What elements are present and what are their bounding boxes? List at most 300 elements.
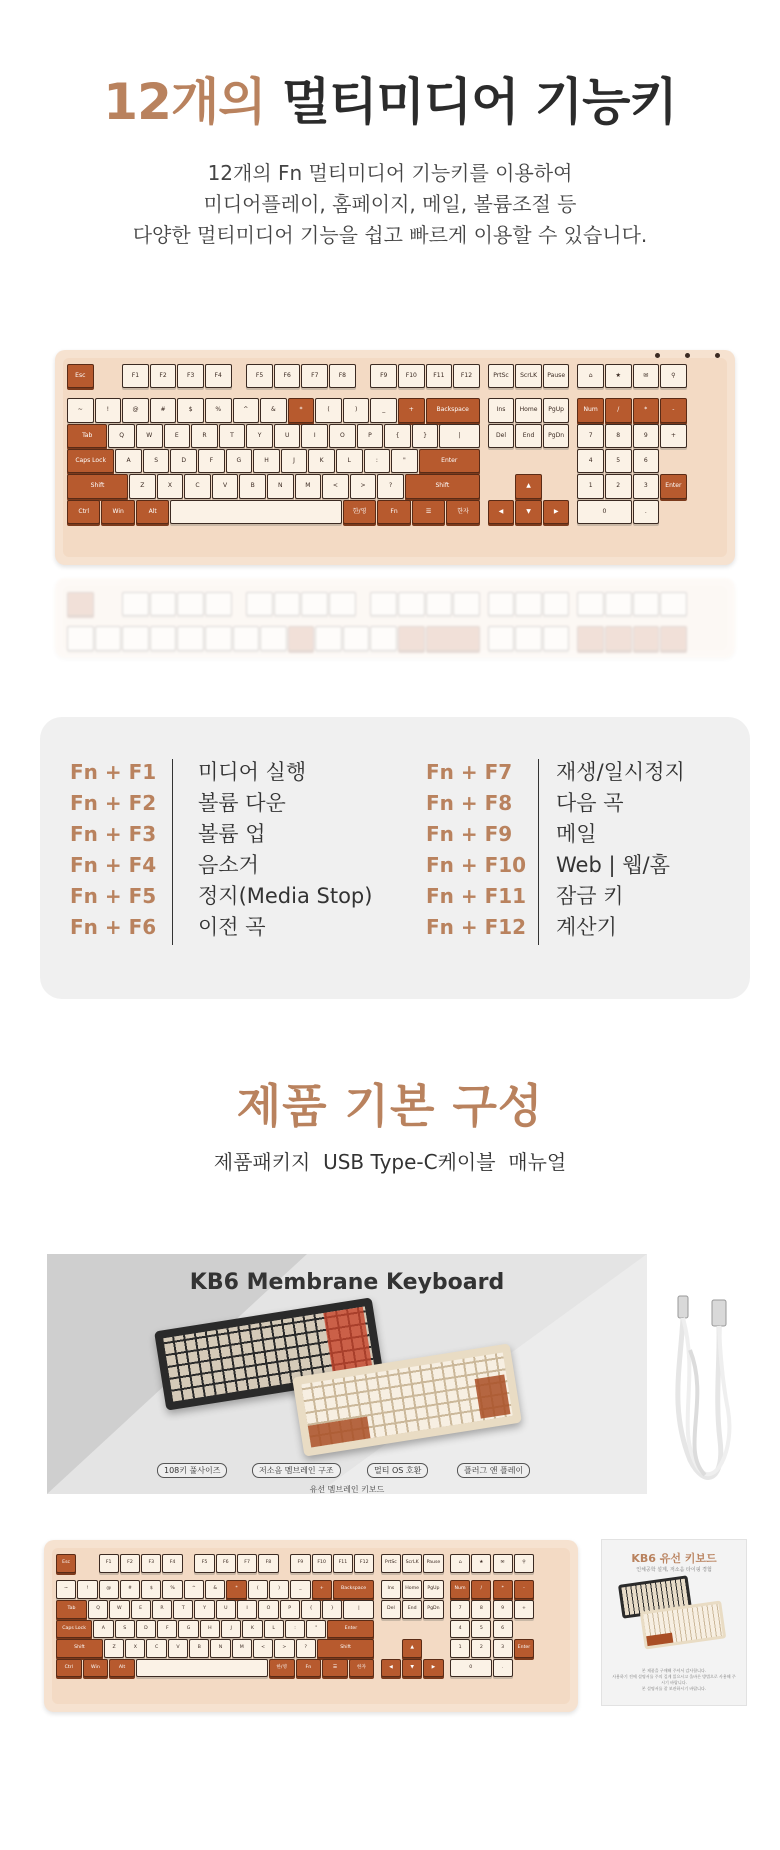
key: Shift [317,1639,375,1658]
key-numpad: Num [577,398,604,422]
key: ( [248,1580,268,1599]
key-nav: PgUp [543,398,570,422]
key-numpad: 7 [577,424,604,448]
key-numpad [605,626,632,650]
fn-desc: 볼륨 다운 [198,791,286,815]
key: Enter [327,1620,374,1639]
key-f4: F4 [205,364,232,388]
key: Enter [419,449,480,473]
key-nav: Pause [543,364,570,388]
usb-cable-image [660,1290,760,1490]
manual-image [601,1539,747,1706]
home-icon [577,592,604,616]
key-f8 [329,592,356,616]
led-indicator [655,353,660,358]
key-f7: F7 [237,1554,257,1573]
fn-desc: 볼륨 업 [198,822,266,846]
key: P [357,424,384,448]
key-numpad: 1 [450,1639,470,1658]
fn-key: Fn + F10 [426,853,527,877]
key-numpad: 1 [577,474,604,498]
key-f1: F1 [99,1554,119,1573]
key: D [136,1620,156,1639]
key-numpad: . [633,500,660,524]
key: R [152,1600,172,1619]
key-nav: PgDn [543,424,570,448]
key: 한자 [446,500,479,524]
fn-desc: Web | 웹/홈 [556,853,670,877]
key [205,626,232,650]
key-f1: F1 [122,364,149,388]
key: _ [290,1580,310,1599]
key-numpad: Num [450,1580,470,1599]
key: Shift [405,474,480,498]
key-f2: F2 [150,364,177,388]
key: Q [88,1600,108,1619]
key-numpad: 0 [577,500,631,524]
key-nav: Del [381,1600,401,1619]
key-f10 [398,592,425,616]
key: C [184,474,211,498]
key: A [115,449,142,473]
key: Ctrl [67,500,100,524]
key-arrow: ▲ [515,474,542,498]
key: Y [246,424,273,448]
key-f8: F8 [258,1554,278,1573]
key: Caps Lock [67,449,114,473]
key: # [120,1580,140,1599]
key: W [109,1600,129,1619]
key-nav: Ins [488,398,515,422]
key-f3 [177,592,204,616]
key-numpad: 7 [450,1600,470,1619]
key: D [170,449,197,473]
key: | [439,424,479,448]
fn-desc: 메일 [556,822,597,846]
key-f7: F7 [301,364,328,388]
key: I [301,424,328,448]
key: $ [177,398,204,422]
page-title [0,62,780,134]
key-f6 [274,592,301,616]
key: ~ [67,398,94,422]
key: U [216,1600,236,1619]
key [260,626,287,650]
key-f9: F9 [290,1554,310,1573]
feature-badge: 플러그 앤 플레이 [457,1463,530,1478]
intro-text [0,158,780,251]
mail-icon: ✉ [633,364,660,388]
search-icon: ⚲ [514,1554,534,1573]
fn-desc: 음소거 [198,853,259,877]
key: L [336,449,363,473]
led-indicator [715,353,720,358]
key-nav [543,626,570,650]
key: 한/영 [269,1659,295,1678]
key: F [157,1620,177,1639]
key: * [288,398,315,422]
key-f12 [453,592,480,616]
key-numpad: 6 [493,1620,513,1639]
key-numpad: - [660,398,687,422]
key-f7 [301,592,328,616]
key: > [350,474,377,498]
package-footer: 유선 멤브레인 키보드 [309,1485,385,1494]
key-numpad [660,626,687,650]
key: T [219,424,246,448]
key-f3: F3 [141,1554,161,1573]
key: R [191,424,218,448]
key-f12: F12 [354,1554,374,1573]
key-numpad: * [493,1580,513,1599]
key-numpad: 2 [605,474,632,498]
manual-footer-line: 본 제품을 구매해 주셔서 감사합니다. [641,1668,707,1673]
key-f6: F6 [274,364,301,388]
key-numpad: 5 [471,1620,491,1639]
key-nav [543,592,570,616]
key-numpad: / [605,398,632,422]
manual-title: KB6 유선 키보드 [631,1552,717,1565]
key: $ [141,1580,161,1599]
key: B [189,1639,209,1658]
key: " [391,449,418,473]
key: E [131,1600,151,1619]
key: K [308,449,335,473]
key: N [210,1639,230,1658]
fn-desc: 정지(Media Stop) [198,884,373,908]
key: J [221,1620,241,1639]
key-numpad: 9 [633,424,660,448]
key: Shift [56,1639,103,1658]
key-f6: F6 [216,1554,236,1573]
led-indicator [685,353,690,358]
key: P [280,1600,300,1619]
key-numpad: 8 [471,1600,491,1619]
fn-key-column-right [426,757,526,943]
key-f11 [426,592,453,616]
fn-key: Fn + F5 [70,884,157,908]
key: ^ [184,1580,204,1599]
key: | [343,1600,374,1619]
key: X [157,474,184,498]
intro-line: 미디어플레이, 홈페이지, 메일, 볼륨조절 등 [203,192,577,216]
key: Fn [296,1659,322,1678]
key: G [226,449,253,473]
key-nav: End [402,1600,422,1619]
key: < [322,474,349,498]
key: ! [77,1580,97,1599]
fn-key: Fn + F1 [70,760,157,784]
title-accent: 12개의 [103,73,266,131]
key-f12: F12 [453,364,480,388]
key [343,626,370,650]
key [177,626,204,650]
key [150,626,177,650]
key: S [115,1620,135,1639]
key-numpad: - [514,1580,534,1599]
fn-desc: 재생/일시정지 [556,760,685,784]
key-nav [488,592,515,616]
package-box-image [47,1254,647,1494]
key [122,626,149,650]
key-nav: Del [488,424,515,448]
fn-key: Fn + F8 [426,791,513,815]
key: L [264,1620,284,1639]
title-rest: 멀티미디어 기능키 [281,73,677,131]
key: B [239,474,266,498]
key: Fn [377,500,410,524]
fn-desc-column-right [556,757,685,943]
key: W [136,424,163,448]
key: Y [194,1600,214,1619]
fn-key: Fn + F3 [70,822,157,846]
key: ☰ [322,1659,348,1678]
key-arrow: ▼ [515,500,542,524]
key-f10: F10 [398,364,425,388]
key-numpad: 4 [577,449,604,473]
key-nav: ScrLK [515,364,542,388]
key [288,626,315,650]
fn-key: Fn + F4 [70,853,157,877]
key-numpad: 3 [493,1639,513,1658]
divider [172,759,173,945]
fn-desc: 미디어 실행 [198,760,307,784]
key-f1 [122,592,149,616]
key-f9 [370,592,397,616]
key-nav: PrtSc [488,364,515,388]
key-nav: Home [402,1580,422,1599]
fn-key: Fn + F11 [426,884,527,908]
fn-key-column-left [70,757,156,943]
key-f10: F10 [312,1554,332,1573]
key [67,626,94,650]
key-f11: F11 [333,1554,353,1573]
star-icon [605,592,632,616]
manual-subtitle: 인체공학 설계, 저소음 타이핑 경험 [636,1567,712,1573]
key: ! [95,398,122,422]
key: 한자 [349,1659,375,1678]
key: J [281,449,308,473]
key-numpad [633,626,660,650]
key-nav [488,626,515,650]
manual-footer-line: 본 설명서를 잘 보관하시기 바랍니다. [641,1686,707,1691]
key: @ [99,1580,119,1599]
key-numpad: 3 [633,474,660,498]
key-numpad: 0 [450,1659,492,1678]
key: Tab [56,1600,87,1619]
key: % [205,398,232,422]
key-arrow: ▶ [423,1659,443,1678]
key [233,626,260,650]
home-icon: ⌂ [450,1554,470,1573]
key: { [384,424,411,448]
key: < [253,1639,273,1658]
home-icon: ⌂ [577,364,604,388]
key-nav: PgDn [423,1600,443,1619]
key: + [312,1580,332,1599]
key: Q [108,424,135,448]
key-arrow: ▲ [402,1639,422,1658]
key [95,626,122,650]
fn-key: Fn + F12 [426,915,527,939]
key: K [242,1620,262,1639]
key: : [364,449,391,473]
key: > [274,1639,294,1658]
key-numpad: 8 [605,424,632,448]
fn-key: Fn + F9 [426,822,513,846]
key: ? [377,474,404,498]
fn-key: Fn + F2 [70,791,157,815]
key-f2: F2 [120,1554,140,1573]
key-arrow: ◀ [381,1659,401,1678]
fn-desc: 잠금 키 [556,884,624,908]
fn-desc: 이전 곡 [198,915,266,939]
key: ~ [56,1580,76,1599]
key-numpad: 2 [471,1639,491,1658]
fn-desc: 계산기 [556,915,617,939]
key-esc: Esc [67,364,94,388]
key: & [205,1580,225,1599]
key-arrow: ◀ [488,500,515,524]
key: M [232,1639,252,1658]
key-nav: PrtSc [381,1554,401,1573]
key: * [226,1580,246,1599]
key [370,626,397,650]
key: ^ [233,398,260,422]
key-f8: F8 [329,364,356,388]
key [398,626,425,650]
keyboard-image [55,350,735,565]
key: } [412,424,439,448]
intro-line: 12개의 Fn 멀티미디어 기능키를 이용하여 [207,161,573,185]
key: T [173,1600,193,1619]
key-numpad: + [660,424,687,448]
key-f5 [246,592,273,616]
components-list: 제품패키지 USB Type-C케이블 매뉴얼 [213,1150,567,1174]
key-f9: F9 [370,364,397,388]
key: V [168,1639,188,1658]
key: Alt [136,500,169,524]
key-numpad: 4 [450,1620,470,1639]
key: # [150,398,177,422]
fn-key: Fn + F7 [426,760,513,784]
key-nav: ScrLK [402,1554,422,1573]
feature-badge: 108키 풀사이즈 [157,1463,227,1478]
key-space [170,500,341,524]
fn-key: Fn + F6 [70,915,157,939]
key: Z [104,1639,124,1658]
key: Win [101,500,134,524]
fn-desc-column-left [198,757,372,943]
key: Alt [109,1659,135,1678]
key-nav: Home [515,398,542,422]
key: Ctrl [56,1659,82,1678]
key: Backspace [426,398,480,422]
key-numpad: 6 [633,449,660,473]
key: O [258,1600,278,1619]
key-esc: Esc [56,1554,76,1573]
key-numpad: 9 [493,1600,513,1619]
key-numpad: . [493,1659,513,1678]
keyboard-image-small [44,1540,578,1712]
mail-icon [633,592,660,616]
key-f2 [150,592,177,616]
key-nav [515,626,542,650]
key-esc [67,592,94,616]
key-numpad: 5 [605,449,632,473]
keyboard-reflection [55,578,735,658]
key: & [260,398,287,422]
key-space [136,1659,268,1678]
key: X [125,1639,145,1658]
key: ? [296,1639,316,1658]
key: C [146,1639,166,1658]
key: Shift [67,474,128,498]
key: G [178,1620,198,1639]
key-numpad: + [514,1600,534,1619]
key: E [164,424,191,448]
key-numpad: Enter [514,1639,534,1658]
package-title: KB6 Membrane Keyboard [189,1270,505,1295]
key: Tab [67,424,107,448]
key-nav: End [515,424,542,448]
key: : [285,1620,305,1639]
key-nav: Ins [381,1580,401,1599]
key: ) [269,1580,289,1599]
key-numpad: * [633,398,660,422]
key: Caps Lock [56,1620,92,1639]
feature-badge: 저소음 멤브레인 구조 [252,1463,341,1478]
divider [538,759,539,945]
key: H [200,1620,220,1639]
key-nav: Pause [423,1554,443,1573]
manual-footer-line: 사용하기 전에 설명서를 주의 깊게 읽으시고 올바른 방법으로 사용해 주시기 바랍니다. [612,1674,736,1685]
key-arrow: ▶ [543,500,570,524]
key-f3: F3 [177,364,204,388]
components-title: 제품 기본 구성 [236,1079,544,1133]
key-f5: F5 [194,1554,214,1573]
key: { [301,1600,321,1619]
star-icon: ★ [605,364,632,388]
mail-icon: ✉ [493,1554,513,1573]
key: % [162,1580,182,1599]
intro-line: 다양한 멀티미디어 기능을 쉽고 빠르게 이용할 수 있습니다. [132,223,648,247]
search-icon [660,592,687,616]
key: I [237,1600,257,1619]
key: V [212,474,239,498]
key: 한/영 [343,500,376,524]
fn-key-table [40,717,750,999]
search-icon: ⚲ [660,364,687,388]
key-nav: PgUp [423,1580,443,1599]
key: H [253,449,280,473]
key: Backspace [333,1580,375,1599]
fn-desc: 다음 곡 [556,791,624,815]
key [315,626,342,650]
key [426,626,480,650]
key: " [306,1620,326,1639]
key: Win [83,1659,109,1678]
key: F [198,449,225,473]
key: ( [315,398,342,422]
key: } [322,1600,342,1619]
key-numpad [577,626,604,650]
feature-badge: 멀티 OS 호환 [367,1463,428,1478]
key-f4: F4 [162,1554,182,1573]
key: _ [370,398,397,422]
key: S [143,449,170,473]
manual-footer [612,1668,736,1692]
